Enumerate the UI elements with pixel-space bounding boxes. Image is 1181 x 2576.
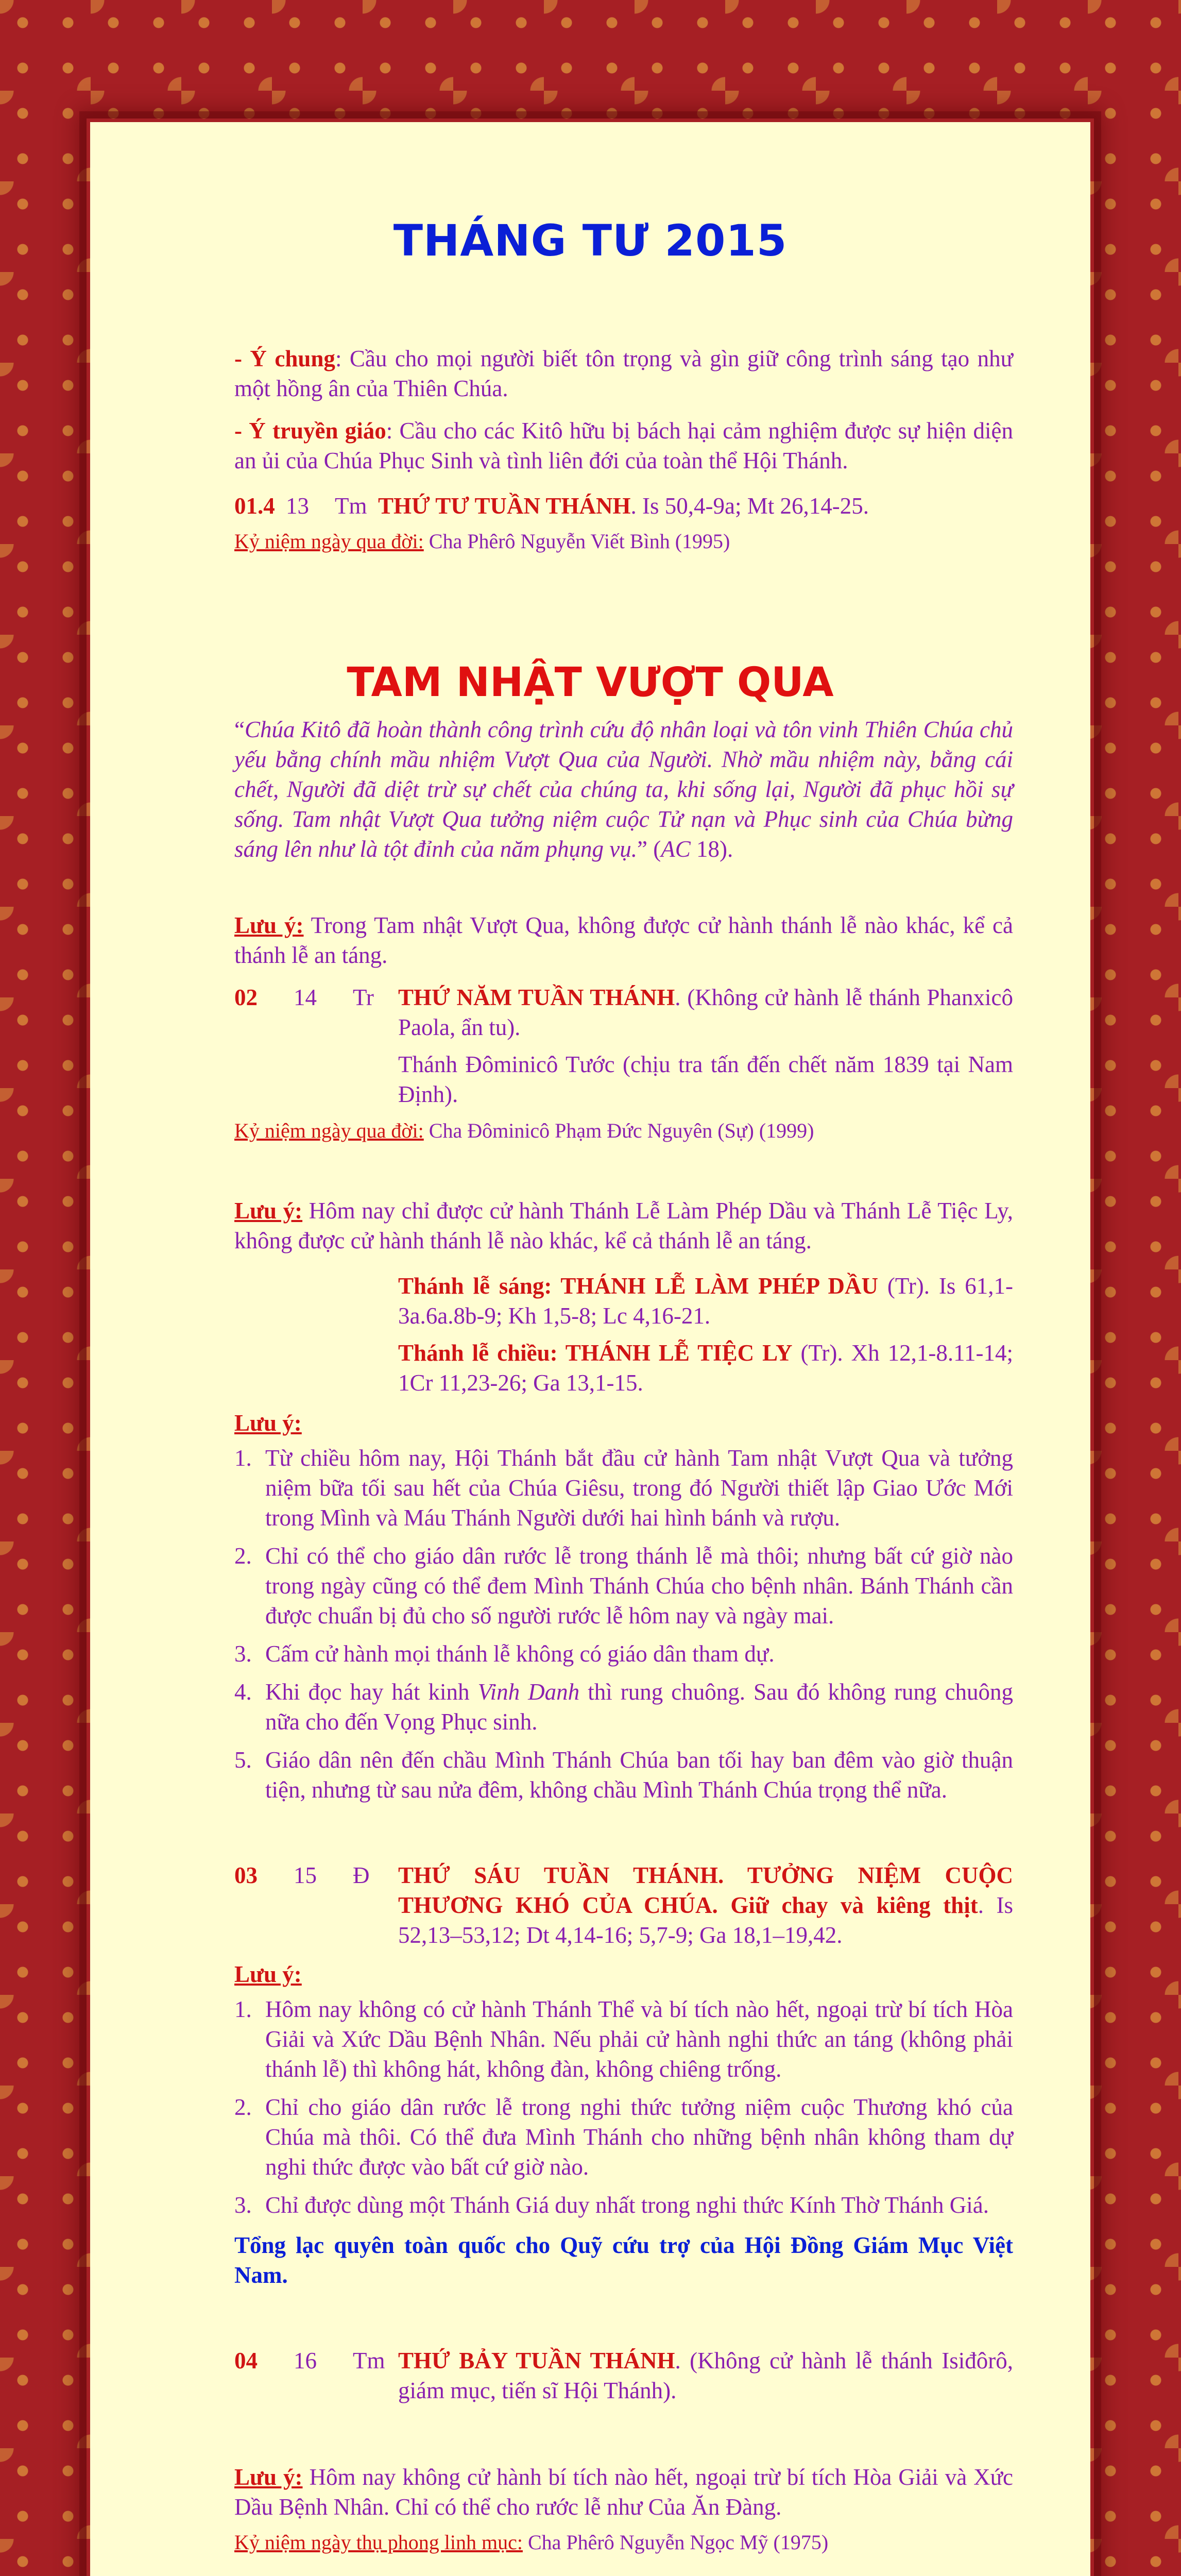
- memorial-text: Cha Đôminicô Phạm Đức Nguyên (Sự) (1999): [423, 1119, 814, 1142]
- feast-title-rest: . (Không cử hành lễ thánh Phanxicô Paola, ẩn tu).: [398, 985, 1013, 1040]
- memorial-04: [234, 2529, 1013, 2556]
- list-text-part: thì rung chuông. Sau đó không rung chuông nữa cho đến Vọng Phục sinh.: [265, 1679, 1013, 1735]
- triduum-note: [234, 910, 1013, 970]
- general-intention: [234, 344, 1013, 403]
- day04-note: [234, 2462, 1013, 2522]
- morning-mass: [398, 1271, 1013, 1331]
- mission-intention-text: : Cầu cho các Kitô hữu bị bách hại cảm nghiệm được sự hiện diện an ủi của Chúa Phục Sinh và tình liên đới của toàn thể Hội Thánh.: [234, 418, 1013, 473]
- evening-mass: [398, 1338, 1013, 1398]
- quote-ref: AC: [661, 836, 691, 862]
- day03-notes-heading: [234, 1959, 1013, 1989]
- list-number: 2.: [234, 1543, 252, 1569]
- lunar-day: 14: [294, 985, 317, 1010]
- calendar-page: [90, 122, 1090, 2576]
- list-text-italic: Vinh Danh: [477, 1679, 580, 1705]
- list-text: Hôm nay không có cử hành Thánh Thể và bí tích nào hết, ngoại trừ bí tích Hòa Giải và Xức Dầu Bệnh Nhân. Nếu phải cử hành nghi thức an táng (không phải thánh lễ) thì không hát, không đàn, không chiêng trống.: [265, 1996, 1013, 2082]
- list-text: Chỉ có thể cho giáo dân rước lễ trong thánh lễ mà thôi; nhưng bất cứ giờ nào trong ngày cũng có thể đem Mình Thánh Chúa cho bệnh nhân. Bánh Thánh cần được chuẩn bị đủ cho số người rước lễ hôm nay và ngày mai.: [265, 1543, 1013, 1629]
- list-number: 3.: [234, 2192, 252, 2218]
- day02-notes-heading: [234, 1408, 1013, 1438]
- morning-mass-text: (Tr). Is 61,1-3a.6a.8b-9; Kh 1,5-8; Lc 4,16-21.: [398, 1273, 1013, 1329]
- list-text: Từ chiều hôm nay, Hội Thánh bắt đầu cử hành Tam nhật Vượt Qua và tưởng niệm bữa tối sau hết của Chúa Giêsu, trong đó Người thiết lập Giao Ước Mới trong Mình và Máu Thánh Người dưới hai hình bánh và rượu.: [265, 1445, 1013, 1531]
- list-item: [234, 1541, 1013, 1631]
- memorial-label: Kỷ niệm ngày thụ phong linh mục:: [234, 2531, 523, 2554]
- list-text: Chỉ cho giáo dân rước lễ trong nghi thức tưởng niệm cuộc Thương khó của Chúa mà thôi. Có thể đưa Mình Thánh cho những bệnh nhân không tham dự nghi thức được vào bất cứ giờ nào.: [265, 2094, 1013, 2180]
- readings: . Is 52,13–53,12; Dt 4,14-16; 5,7-9; Ga 18,1–19,42.: [398, 1892, 1014, 1948]
- triduum-quote: [234, 715, 1013, 864]
- day-number: 04: [234, 2348, 258, 2374]
- day-body: [398, 2346, 1013, 2405]
- memorial-label: Kỷ niệm ngày qua đời:: [234, 1119, 424, 1142]
- day03-notes-list: [234, 1994, 1013, 2220]
- memorial-text: Cha Phêrô Nguyễn Viết Bình (1995): [423, 530, 730, 553]
- vestment-color: Tr: [353, 985, 374, 1010]
- day-entry-04: [234, 2346, 1013, 2405]
- day-entry-03: [234, 1860, 1013, 1950]
- list-number: 1.: [234, 1445, 252, 1471]
- list-text: Giáo dân nên đến chầu Mình Thánh Chúa ban tối hay ban đêm vào giờ thuận tiện, nhưng từ sau nửa đêm, không chầu Mình Thánh Chúa trọng thể nữa.: [265, 1747, 1013, 1803]
- list-item: [234, 2190, 1013, 2220]
- evening-mass-label: Thánh lễ chiều: THÁNH LỄ TIỆC LY: [398, 1340, 793, 1366]
- lunar-day: 13: [286, 493, 309, 519]
- note-label: Lưu ý:: [234, 1198, 303, 1224]
- list-number: 2.: [234, 2094, 252, 2120]
- notes-label: Lưu ý:: [234, 1410, 302, 1436]
- feast-title: THỨ TƯ TUẦN THÁNH: [378, 493, 631, 519]
- memorial-label: Kỷ niệm ngày qua đời:: [234, 530, 424, 553]
- list-text: [265, 1677, 1013, 1737]
- day-entry-01: [234, 491, 1013, 521]
- list-number: 1.: [234, 1996, 252, 2022]
- quote-ref-end: 18).: [690, 836, 733, 862]
- note-text: Trong Tam nhật Vượt Qua, không được cử hành thánh lễ nào khác, kể cả thánh lễ an táng.: [234, 912, 1014, 968]
- lunar-day: 16: [294, 2348, 317, 2374]
- day-body: [398, 1860, 1013, 1950]
- day-number: 03: [234, 1862, 258, 1888]
- day-body: [398, 982, 1013, 1042]
- day02-note: [234, 1196, 1013, 1256]
- list-text-part: Khi đọc hay hát kinh: [265, 1679, 478, 1705]
- list-item: [234, 2092, 1013, 2182]
- list-item: [234, 1994, 1013, 2084]
- readings: . Is 50,4-9a; Mt 26,14-25.: [630, 493, 869, 519]
- feast-title: THỨ NĂM TUẦN THÁNH: [398, 985, 675, 1010]
- note-text: Hôm nay không cử hành bí tích nào hết, ngoại trừ bí tích Hòa Giải và Xức Dầu Bệnh Nhân. Chỉ có thể cho rước lễ như Của Ăn Đàng.: [234, 2464, 1013, 2520]
- day-number: 02: [234, 985, 258, 1010]
- list-item: [234, 1677, 1013, 1737]
- quote-open: “: [234, 717, 245, 742]
- day-number: 01.4: [234, 493, 275, 519]
- saint-02: Thánh Đôminicô Tước (chịu tra tấn đến chết năm 1839 tại Nam Định).: [398, 1052, 1013, 1107]
- evening-mass-text: (Tr). Xh 12,1-8.11-14; 1Cr 11,23-26; Ga 13,1-15.: [398, 1340, 1013, 1396]
- triduum-title: TAM NHẬT VƯỢT QUA: [347, 659, 834, 706]
- memorial-02: [234, 1117, 1013, 1144]
- vestment-color: Tm: [335, 493, 367, 519]
- list-number: 5.: [234, 1747, 252, 1773]
- note-text: Hôm nay chỉ được cử hành Thánh Lễ Làm Phép Dầu và Thánh Lễ Tiệc Ly, không được cử hành thánh lễ nào khác, kể cả thánh lễ an táng.: [234, 1198, 1013, 1253]
- memorial-text: Cha Phêrô Nguyễn Ngọc Mỹ (1975): [522, 2531, 829, 2554]
- national-collection: Tổng lạc quyên toàn quốc cho Quỹ cứu trợ của Hội Đồng Giám Mục Việt Nam.: [234, 2232, 1013, 2288]
- list-item: [234, 1639, 1013, 1669]
- notes-label: Lưu ý:: [234, 1961, 302, 1987]
- vestment-color: Đ: [353, 1862, 370, 1888]
- list-text: Cấm cử hành mọi thánh lễ không có giáo dân tham dự.: [265, 1641, 775, 1667]
- morning-mass-label: Thánh lễ sáng: THÁNH LỄ LÀM PHÉP DẦU: [398, 1273, 878, 1299]
- list-item: [234, 1745, 1013, 1805]
- quote-close: ” (: [637, 836, 661, 862]
- list-number: 3.: [234, 1641, 252, 1667]
- month-title: THÁNG TƯ 2015: [393, 215, 788, 266]
- note-label: Lưu ý:: [234, 2464, 303, 2490]
- list-text: Chỉ được dùng một Thánh Giá duy nhất trong nghi thức Kính Thờ Thánh Giá.: [265, 2192, 989, 2218]
- day02-notes-list: [234, 1443, 1013, 1805]
- mission-intention-label: - Ý truyền giáo: [234, 418, 386, 444]
- general-intention-label: - Ý chung: [234, 346, 335, 371]
- list-item: [234, 1443, 1013, 1533]
- feast-title: THỨ SÁU TUẦN THÁNH. TƯỞNG NIỆM CUỘC THƯƠNG KHÓ CỦA CHÚA. Giữ chay và kiêng thịt: [398, 1862, 1013, 1918]
- mission-intention: [234, 416, 1013, 476]
- lunar-day: 15: [294, 1862, 317, 1888]
- day-entry-02: [234, 982, 1013, 1042]
- memorial-01: [234, 528, 1013, 555]
- feast-title-rest: . (Không cử hành lễ thánh Isiđôrô, giám mục, tiến sĩ Hội Thánh).: [398, 2348, 1013, 2403]
- quote-text: Chúa Kitô đã hoàn thành công trình cứu độ nhân loại và tôn vinh Thiên Chúa chủ yếu bằng chính mầu nhiệm Vượt Qua của Người. Nhờ mầu nhiệm này, bằng cái chết, Người đã diệt trừ sự chết của chúng ta, khi sống lại, Người đã phục hồi sự sống. Tam nhật Vượt Qua tưởng niệm cuộc Tử nạn và Phục sinh của Chúa bừng sáng lên như là tột đỉnh của năm phụng vụ.: [234, 717, 1013, 862]
- list-number: 4.: [234, 1679, 252, 1705]
- general-intention-text: : Cầu cho mọi người biết tôn trọng và gìn giữ công trình sáng tạo như một hồng ân của Thiên Chúa.: [234, 346, 1013, 401]
- vestment-color: Tm: [353, 2348, 385, 2374]
- day-body: [378, 491, 1013, 521]
- feast-title: THỨ BẢY TUẦN THÁNH: [398, 2348, 675, 2374]
- note-label: Lưu ý:: [234, 912, 304, 938]
